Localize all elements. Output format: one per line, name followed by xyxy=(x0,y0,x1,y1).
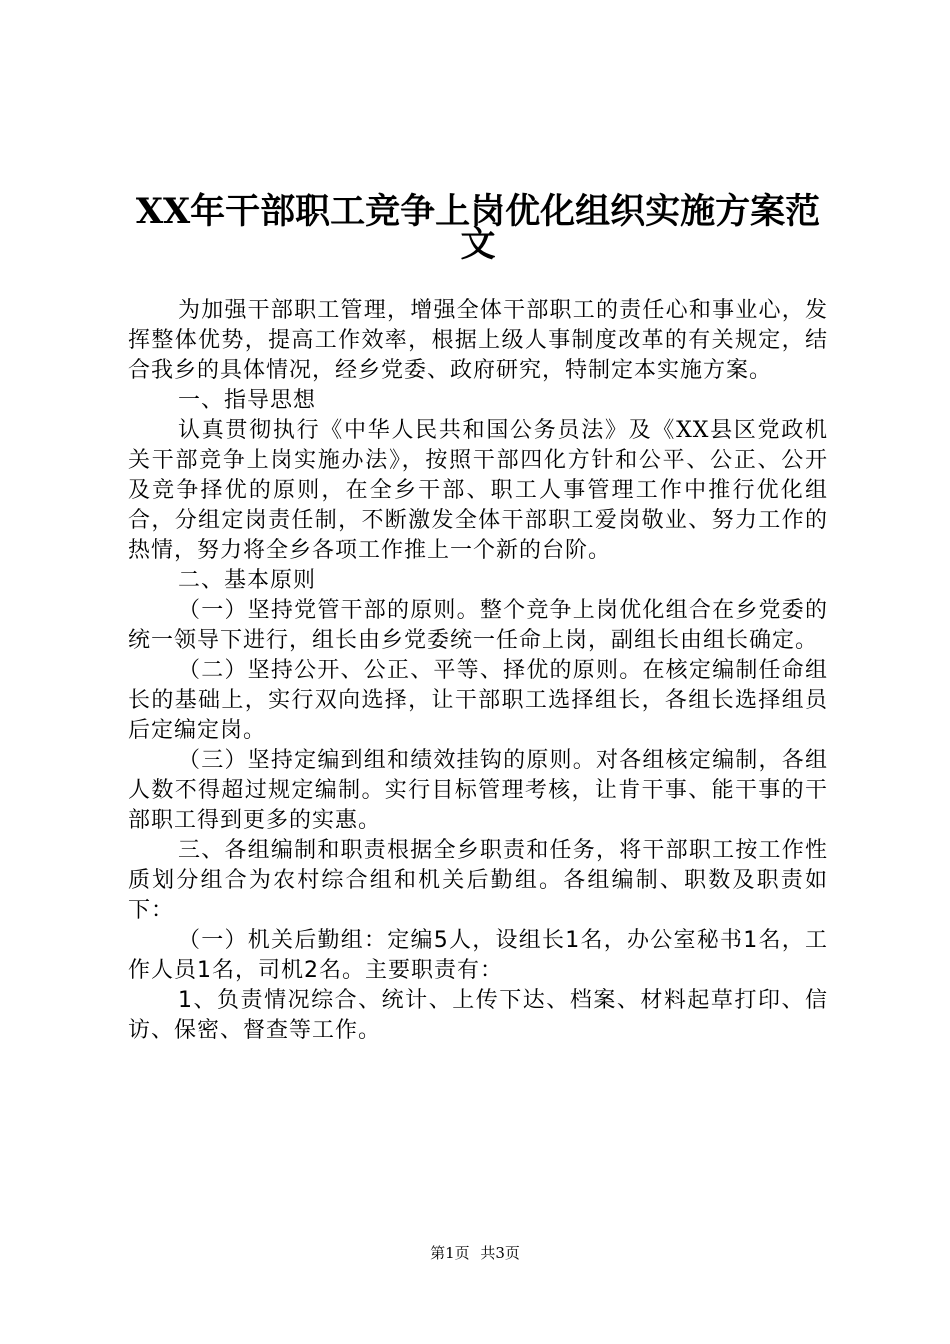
section-heading-text: 一、指导思想 xyxy=(178,388,317,413)
paragraph-logistics-group xyxy=(128,926,828,986)
paragraph-principle-2 xyxy=(128,656,828,746)
paragraph-text: 认真贯彻执行《中华人民共和国公务员法》及《XX县区党政机关干部竞争上岗实施办法》，按照干部四化方针和公平、公正、公开及竞争择优的原则，在全乡干部、职工人事管理工作中推行优化组合，分组定岗责任制，不断激发全体干部职工爱岗敬业、努力工作的热情，努力将全乡各项工作推上一个新的台阶。 xyxy=(128,418,828,563)
paragraph-text: 整个竞争上岗优化组合在乡党委的统一领导下进行，组长由乡党委统一任命上岗，副组长由组长确定。 xyxy=(128,598,828,653)
page-number: 第1页 xyxy=(430,1244,470,1262)
paragraph-principle-3 xyxy=(128,746,828,836)
section-heading-text: 二、基本原则 xyxy=(178,568,317,593)
paragraph-intro xyxy=(128,296,828,386)
paragraph-lead: （一）坚持党管干部的原则。 xyxy=(178,598,480,623)
document-body xyxy=(128,296,828,1046)
paragraph-lead: （一）机关后勤组：定编5人，设组长1名，办公室秘书1名，工作人员1名，司机2名。 xyxy=(128,928,828,983)
section-heading-guiding-ideology xyxy=(128,386,828,416)
paragraph-section-3 xyxy=(128,836,828,926)
paragraph-text: 主要职责有： xyxy=(365,958,504,983)
paragraph-lead: （三）坚持定编到组和绩效挂钩的原则。 xyxy=(178,748,596,773)
paragraph-principle-1 xyxy=(128,596,828,656)
paragraph-lead: 三、各组编制和职责根据全乡职责和任务，将干部职工按工作性质划分组合为农村综合组和机关后勤组。 xyxy=(128,838,828,893)
page-footer xyxy=(0,1243,950,1263)
paragraph-text: 为加强干部职工管理，增强全体干部职工的责任心和事业心，发挥整体优势，提高工作效率，根据上级人事制度改革的有关规定，结合我乡的具体情况，经乡党委、政府研究，特制定本实施方案。 xyxy=(128,298,828,383)
paragraph-text: 各组编制、职数及职责如下： xyxy=(128,868,828,923)
paragraph-guiding-ideology xyxy=(128,416,828,566)
paragraph-lead: 1、负责情况综合、统计、上传下达、档案、材料起草打印、信访、保密、督查等工作。 xyxy=(128,988,828,1043)
document-title-line2: 文 xyxy=(460,224,496,265)
paragraph-lead: （二）坚持公开、公正、平等、择优的原则。 xyxy=(178,658,643,683)
document-title-line1: XX年干部职工竞争上岗优化组织实施方案范 xyxy=(135,191,821,232)
paragraph-text: 在核定编制任命组长的基础上，实行双向选择，让干部职工选择组长，各组长选择组员后定编定岗。 xyxy=(128,658,828,743)
paragraph-duty-1 xyxy=(128,986,828,1046)
section-heading-basic-principles xyxy=(128,566,828,596)
paragraph-text: 对各组核定编制，各组人数不得超过规定编制。实行目标管理考核，让肯干事、能干事的干部职工得到更多的实惠。 xyxy=(128,748,828,833)
page-total: 共3页 xyxy=(480,1244,520,1262)
